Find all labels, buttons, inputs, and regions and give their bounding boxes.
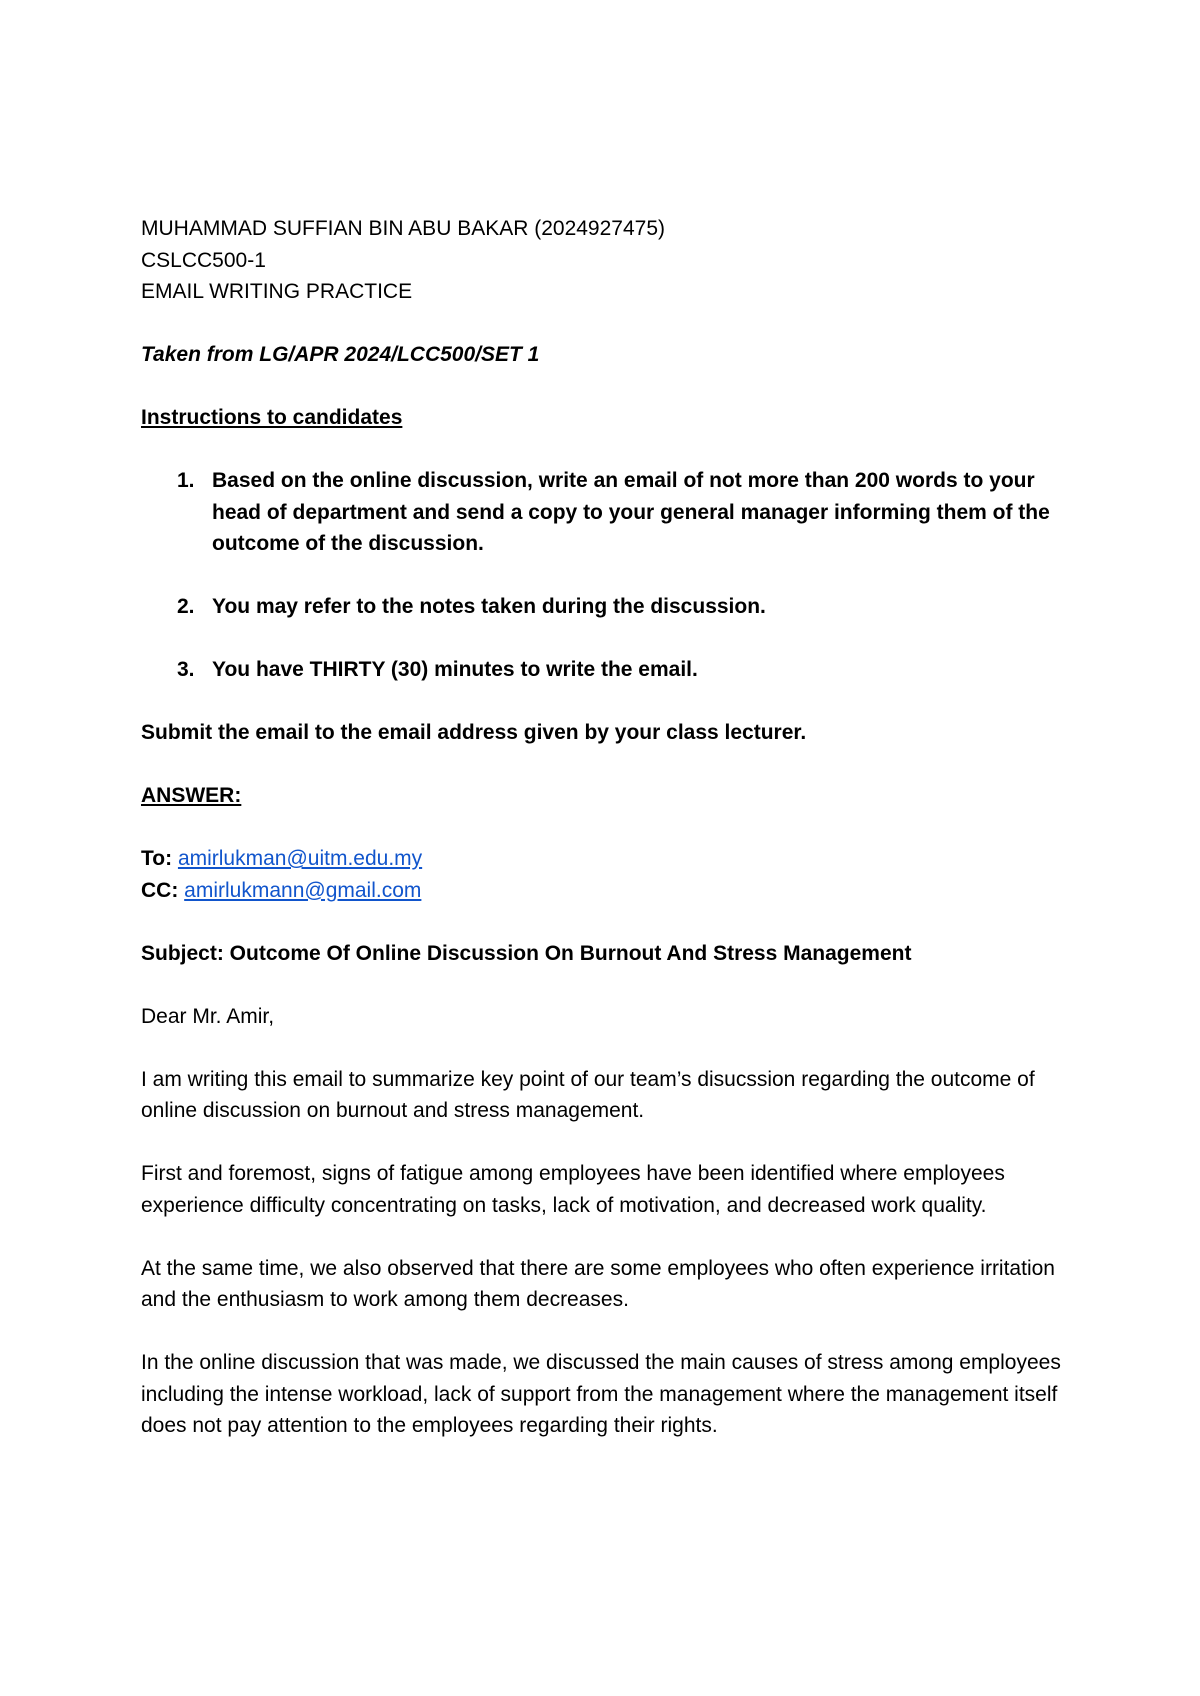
- document-title: EMAIL WRITING PRACTICE: [141, 280, 413, 303]
- instructions-heading: Instructions to candidates: [141, 406, 403, 429]
- instruction-number: 3.: [177, 658, 195, 681]
- to-label: To:: [141, 847, 173, 870]
- instruction-item: [141, 591, 1071, 623]
- instruction-item: [141, 465, 1071, 560]
- instruction-text: Based on the online discussion, write an email of not more than 200 words to your head of department and send a copy to your general manager informing them of the outcome of the discussion.: [212, 469, 1050, 555]
- course-code: CSLCC500-1: [141, 248, 266, 272]
- instructions-list: [141, 465, 1071, 686]
- instruction-number: 1.: [177, 469, 195, 492]
- instruction-item: [141, 654, 1071, 686]
- email-paragraph: In the online discussion that was made, we discussed the main causes of stress among employees including the intense workload, lack of support from the management where the management itself does not pay attention to the employees regarding their rights.: [141, 1351, 1061, 1437]
- email-paragraph: First and foremost, signs of fatigue among employees have been identified where employees experience difficulty concentrating on tasks, lack of motivation, and decreased work quality.: [141, 1162, 1005, 1217]
- email-paragraph: I am writing this email to summarize key point of our team’s disucssion regarding the outcome of online discussion on burnout and stress management.: [141, 1067, 1035, 1122]
- cc-line: [141, 875, 1071, 907]
- instruction-text: You may refer to the notes taken during the discussion.: [212, 595, 766, 618]
- submit-instruction: Submit the email to the email address given by your class lecturer.: [141, 721, 807, 744]
- to-line: [141, 843, 1071, 875]
- cc-label: CC:: [141, 878, 179, 902]
- email-greeting: Dear Mr. Amir,: [141, 1004, 275, 1028]
- source-reference: Taken from LG/APR 2024/LCC500/SET 1: [141, 343, 540, 366]
- email-subject: Subject: Outcome Of Online Discussion On Burnout And Stress Management: [141, 941, 912, 965]
- instruction-text: You have THIRTY (30) minutes to write the email.: [212, 658, 698, 681]
- cc-email-link[interactable]: amirlukmann@gmail.com: [184, 878, 422, 902]
- document-page: [141, 213, 1071, 1442]
- student-name: MUHAMMAD SUFFIAN BIN ABU BAKAR (2024927475): [141, 217, 665, 240]
- to-email-link[interactable]: amirlukman@uitm.edu.my: [177, 847, 423, 870]
- email-paragraph: At the same time, we also observed that there are some employees who often experience irritation and the enthusiasm to work among them decreases.: [141, 1256, 1055, 1311]
- answer-heading: ANSWER:: [141, 784, 242, 807]
- instruction-number: 2.: [177, 595, 195, 618]
